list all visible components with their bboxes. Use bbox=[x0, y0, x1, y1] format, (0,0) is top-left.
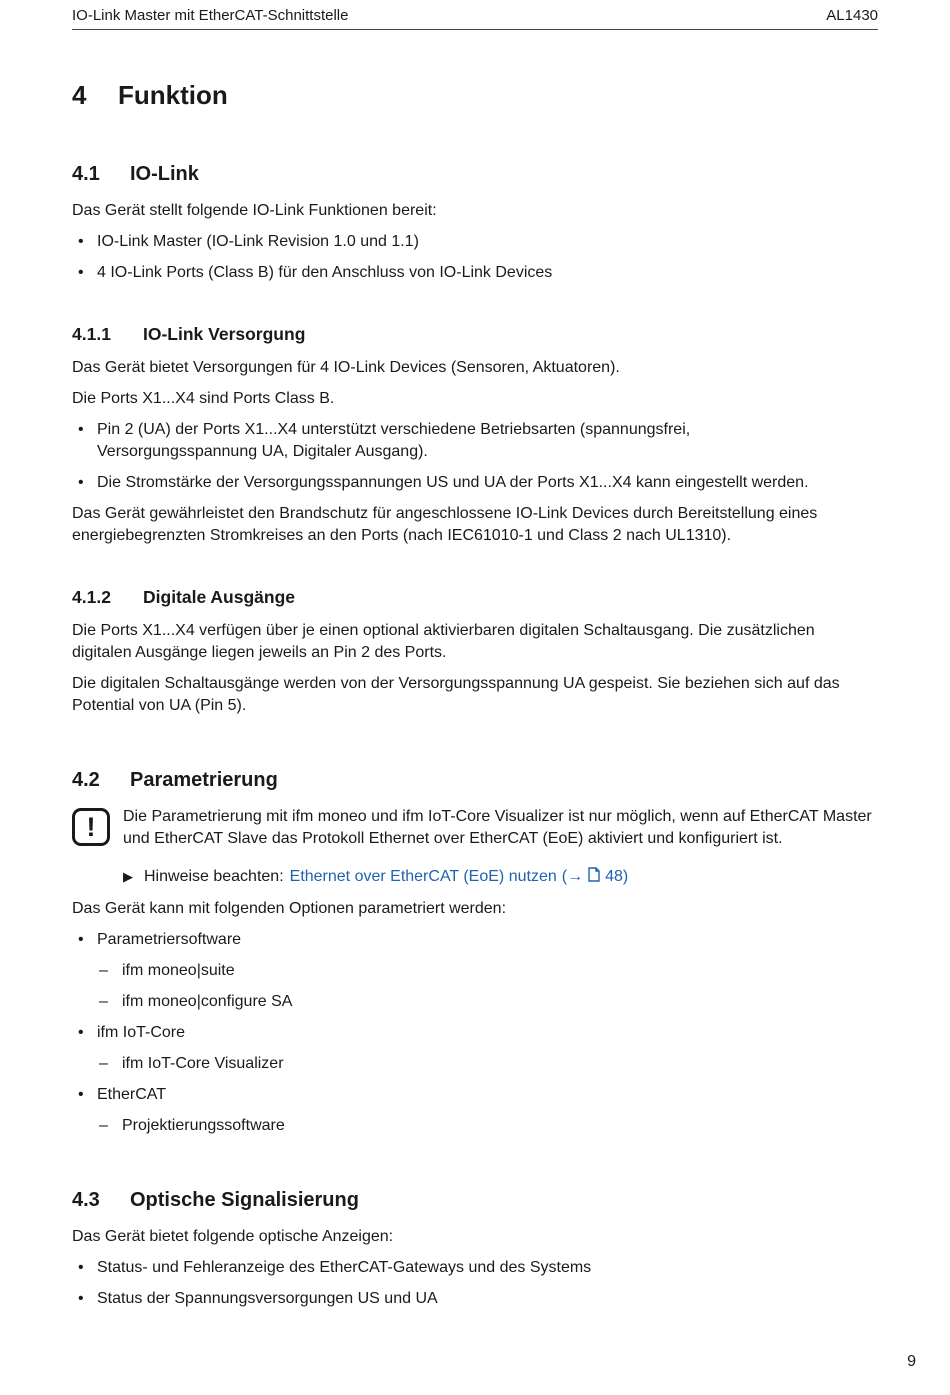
bullet-marker: • bbox=[78, 421, 84, 438]
hint-label: Hinweise beachten: bbox=[144, 868, 284, 885]
bullet-marker: • bbox=[78, 264, 84, 281]
bullet-text: ifm IoT-Core bbox=[97, 1024, 186, 1041]
triangle-right-icon: ▶ bbox=[123, 869, 133, 884]
bullet-list bbox=[72, 231, 878, 284]
sub-options-list bbox=[97, 1053, 878, 1075]
sub-options-list bbox=[97, 1115, 878, 1137]
paragraph: Die digitalen Schaltausgänge werden von der Versorgungsspannung UA gespeist. Sie beziehen sich auf das Potential von UA (Pin 5). bbox=[72, 675, 840, 714]
section-number: 4.1.2 bbox=[72, 587, 111, 607]
page-number: 9 bbox=[907, 1353, 916, 1370]
dash-text: ifm IoT-Core Visualizer bbox=[122, 1055, 284, 1072]
bullet-item bbox=[72, 929, 842, 951]
link-ref-prefix[interactable]: (→ bbox=[561, 868, 584, 885]
sub-options-list bbox=[97, 960, 878, 1013]
bullet-marker: • bbox=[78, 474, 84, 491]
bullet-item bbox=[72, 1288, 842, 1310]
dash-text: ifm moneo|configure SA bbox=[122, 993, 293, 1010]
section-number: 4.1 bbox=[72, 163, 100, 185]
exclamation-icon bbox=[72, 808, 110, 846]
dash-text: ifm moneo|suite bbox=[122, 962, 235, 979]
note-body bbox=[123, 806, 878, 850]
dash-marker: – bbox=[99, 962, 108, 979]
bullet-text: Pin 2 (UA) der Ports X1...X4 unterstützt verschiedene Betriebsarten (spannungsfrei, Versorgungsspannung UA, Digitaler Ausgang). bbox=[97, 421, 691, 460]
bullet-marker: • bbox=[78, 1290, 84, 1307]
section-title: Digitale Ausgänge bbox=[143, 587, 296, 607]
section-title: IO-Link bbox=[130, 163, 199, 185]
bullet-item bbox=[72, 472, 842, 494]
paragraph: Das Gerät kann mit folgenden Optionen parametriert werden: bbox=[72, 900, 507, 917]
dash-text: Projektierungssoftware bbox=[122, 1117, 285, 1134]
bullet-text: EtherCAT bbox=[97, 1086, 167, 1103]
page-icon bbox=[588, 867, 600, 882]
dash-marker: – bbox=[99, 1055, 108, 1072]
bullet-list bbox=[72, 419, 878, 494]
paragraph: Die Ports X1...X4 sind Ports Class B. bbox=[72, 390, 335, 407]
dash-marker: – bbox=[99, 993, 108, 1010]
dash-item bbox=[97, 1053, 878, 1075]
chapter-number: 4 bbox=[72, 80, 87, 110]
section-number: 4.2 bbox=[72, 769, 100, 791]
section-heading-4-1 bbox=[72, 163, 878, 186]
section-heading-4-1-2 bbox=[72, 587, 878, 608]
paragraph: Das Gerät gewährleistet den Brandschutz für angeschlossene IO-Link Devices durch Bereitstellung eines energiebegrenzten Stromkreises an den Ports (nach IEC61010-1 und Class 2 nach UL1310). bbox=[72, 505, 818, 544]
section-heading-4-1-1 bbox=[72, 324, 878, 345]
bullet-text: IO-Link Master (IO-Link Revision 1.0 und 1.1) bbox=[97, 233, 419, 250]
dash-item bbox=[97, 991, 878, 1013]
section-number: 4.1.1 bbox=[72, 324, 111, 344]
chapter-title: Funktion bbox=[118, 80, 228, 110]
attention-note bbox=[72, 806, 878, 850]
dash-item bbox=[97, 1115, 878, 1137]
section-number: 4.3 bbox=[72, 1189, 100, 1211]
bullet-text: Status der Spannungsversorgungen US und UA bbox=[97, 1290, 438, 1307]
bullet-text: 4 IO-Link Ports (Class B) für den Anschluss von IO-Link Devices bbox=[97, 264, 553, 281]
options-list bbox=[72, 1022, 878, 1044]
exclamation-glyph: ! bbox=[86, 811, 96, 842]
link-ref-page[interactable]: 48) bbox=[605, 868, 629, 885]
dash-item bbox=[97, 960, 878, 982]
options-list bbox=[72, 929, 878, 951]
bullet-item bbox=[72, 1257, 842, 1279]
bullet-text: Die Stromstärke der Versorgungsspannungen US und UA der Ports X1...X4 kann eingestellt werden. bbox=[97, 474, 809, 491]
section-heading-4-3 bbox=[72, 1189, 878, 1212]
bullet-marker: • bbox=[78, 1259, 84, 1276]
dash-marker: – bbox=[99, 1117, 108, 1134]
hint-line bbox=[123, 866, 878, 888]
bullet-marker: • bbox=[78, 233, 84, 250]
section-heading-4-2 bbox=[72, 769, 878, 792]
section-title: IO-Link Versorgung bbox=[143, 324, 306, 344]
running-header bbox=[72, 0, 878, 30]
options-list bbox=[72, 1084, 878, 1106]
paragraph: Das Gerät stellt folgende IO-Link Funktionen bereit: bbox=[72, 202, 437, 219]
bullet-text: Parametriersoftware bbox=[97, 931, 242, 948]
bullet-marker: • bbox=[78, 1024, 84, 1041]
header-product-title: IO-Link Master mit EtherCAT-Schnittstelle bbox=[72, 7, 349, 24]
bullet-text: Status- und Fehleranzeige des EtherCAT-Gateways und des Systems bbox=[97, 1259, 592, 1276]
paragraph: Das Gerät bietet folgende optische Anzeigen: bbox=[72, 1228, 394, 1245]
link-text[interactable]: Ethernet over EtherCAT (EoE) nutzen bbox=[289, 868, 557, 885]
section-title: Optische Signalisierung bbox=[130, 1189, 359, 1211]
section-title: Parametrierung bbox=[130, 769, 278, 791]
bullet-list bbox=[72, 1257, 878, 1310]
header-article-number: AL1430 bbox=[826, 7, 878, 24]
bullet-item bbox=[72, 1022, 842, 1044]
paragraph: Das Gerät bietet Versorgungen für 4 IO-Link Devices (Sensoren, Aktuatoren). bbox=[72, 359, 620, 376]
bullet-item bbox=[72, 419, 842, 463]
bullet-item bbox=[72, 231, 842, 253]
chapter-heading bbox=[72, 80, 878, 111]
note-text: Die Parametrierung mit ifm moneo und ifm IoT-Core Visualizer ist nur möglich, wenn auf EtherCAT Master und EtherCAT Slave das Protokoll Ethernet over EtherCAT (EoE) aktiviert und konfiguriert ist. bbox=[123, 808, 872, 847]
cross-reference-link[interactable] bbox=[290, 866, 629, 888]
bullet-marker: • bbox=[78, 1086, 84, 1103]
paragraph: Die Ports X1...X4 verfügen über je einen optional aktivierbaren digitalen Schaltausgang. Die zusätzlichen digitalen Ausgänge liegen jeweils an Pin 2 des Ports. bbox=[72, 622, 815, 661]
bullet-item bbox=[72, 1084, 842, 1106]
bullet-item bbox=[72, 262, 842, 284]
bullet-marker: • bbox=[78, 931, 84, 948]
